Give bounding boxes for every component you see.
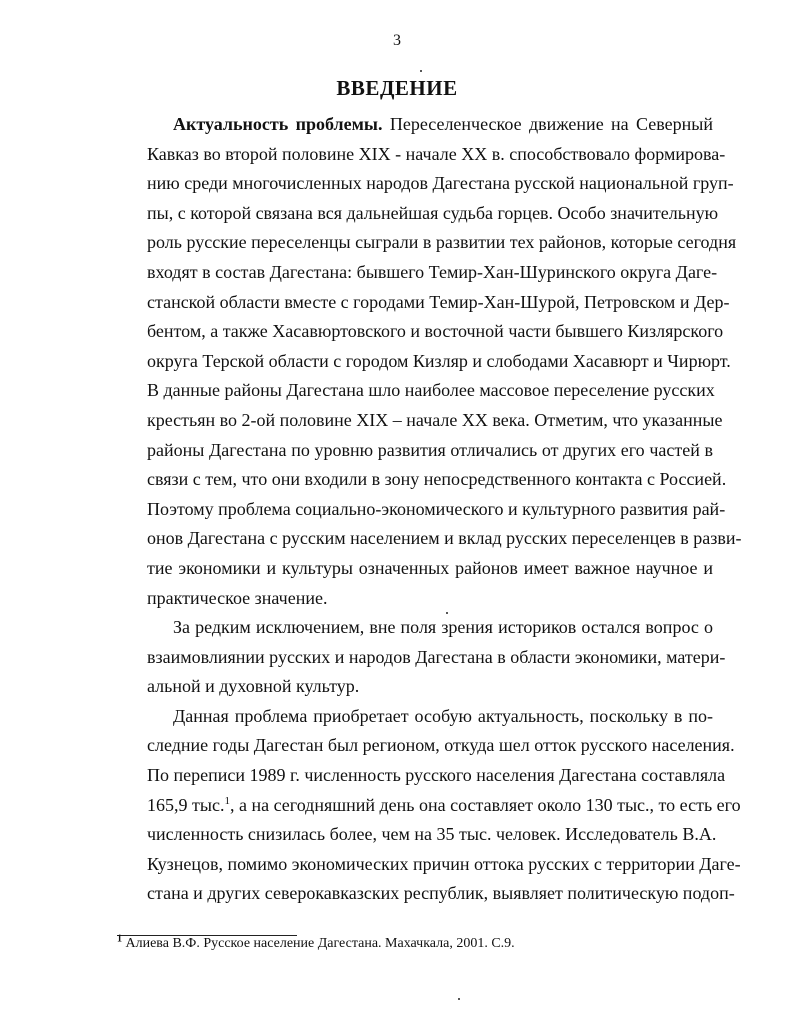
paragraph-1-line: Поэтому проблема социально-экономического и культурного развития рай-: [147, 498, 726, 519]
paragraph-1-line: Кавказ во второй половине XIX - начале XX в. способствовало формирова-: [147, 143, 726, 164]
paragraph-3-line: Кузнецов, помимо экономических причин оттока русских с территории Даге-: [147, 853, 741, 874]
paragraph-2-line: альной и духовной культур.: [147, 676, 360, 697]
paragraph-1-line-0: [147, 110, 713, 140]
paragraph-1-line: районы Дагестана по уровню развития отличались от других его частей в: [147, 439, 713, 460]
paragraph-3-line: По переписи 1989 г. численность русского населения Дагестана составляла: [147, 765, 726, 786]
paragraph-1-line: онов Дагестана с русским населением и вклад русских переселенцев в разви-: [147, 528, 742, 549]
paragraph-1-line: В данные районы Дагестана шло наиболее массовое переселение русских: [147, 380, 715, 401]
paragraph-1-line: округа Терской области с городом Кизляр и слободами Хасавюрт и Чирюрт.: [147, 350, 731, 371]
scan-speck: [458, 998, 460, 1000]
paragraph-1-line: связи с тем, что они входили в зону непосредственного контакта с Россией.: [147, 469, 727, 490]
scan-speck: [446, 612, 448, 614]
paragraph-2-line: За редким исключением, вне поля зрения историков остался вопрос о: [173, 617, 713, 638]
paragraph-3-line: стана и других северокавказских республик, выявляет политическую подоп-: [147, 883, 735, 904]
footnote-marker: 1: [117, 933, 122, 945]
paragraph-text: 165,9 тыс.: [147, 794, 225, 815]
paragraph-1-line: бентом, а также Хасавюртовского и восточной части бывшего Кизлярского: [147, 321, 724, 342]
paragraph-1-line: входят в состав Дагестана: бывшего Темир-Хан-Шуринского округа Даге-: [147, 261, 718, 282]
paragraph-1-line: станской области вместе с городами Темир-Хан-Шурой, Петровском и Дер-: [147, 291, 730, 312]
footnote: [117, 933, 515, 952]
paragraph-1-line: практическое значение.: [147, 587, 328, 608]
paragraph-3-line: следние годы Дагестан был регионом, откуда шел отток русского населения.: [147, 735, 735, 756]
paragraph-3-line: численность снизилась более, чем на 35 тыс. человек. Исследователь В.А.: [147, 824, 717, 845]
paragraph-text: , а на сегодняшний день она составляет около 130 тыс., то есть его: [229, 794, 741, 815]
paragraph-text: Переселенческое движение на Северный: [382, 114, 714, 134]
paragraph-1-line: роль русские переселенцы сыграли в развитии тех районов, которые сегодня: [147, 232, 737, 253]
body-text: [147, 110, 742, 909]
paragraph-1-line: крестьян во 2-ой половине XIX – начале XX века. Отметим, что указанные: [147, 409, 723, 430]
paragraph-2-line: взаимовлиянии русских и народов Дагестана в области экономики, матери-: [147, 646, 726, 667]
paragraph-3-line: Данная проблема приобретает особую актуальность, поскольку в по-: [173, 705, 713, 726]
footnote-text: Алиева В.Ф. Русское население Дагестана. Махачкала, 2001. С.9.: [122, 936, 515, 951]
footnote-reference[interactable]: 1: [224, 794, 230, 807]
paragraph-1-line: нию среди многочисленных народов Дагестана русской национальной груп-: [147, 173, 734, 194]
paragraph-3-footnote-line: [147, 791, 741, 821]
paragraph-1-line: тие экономики и культуры означенных районов имеет важное научное и: [147, 557, 713, 578]
paragraph-1-line: пы, с которой связана вся дальнейшая судьба горцев. Особо значительную: [147, 202, 719, 223]
page-title: ВВЕДЕНИЕ: [336, 76, 458, 100]
paragraph-lead: Актуальность проблемы.: [173, 114, 383, 134]
page-number: 3: [393, 32, 401, 49]
scan-speck: [420, 70, 422, 72]
